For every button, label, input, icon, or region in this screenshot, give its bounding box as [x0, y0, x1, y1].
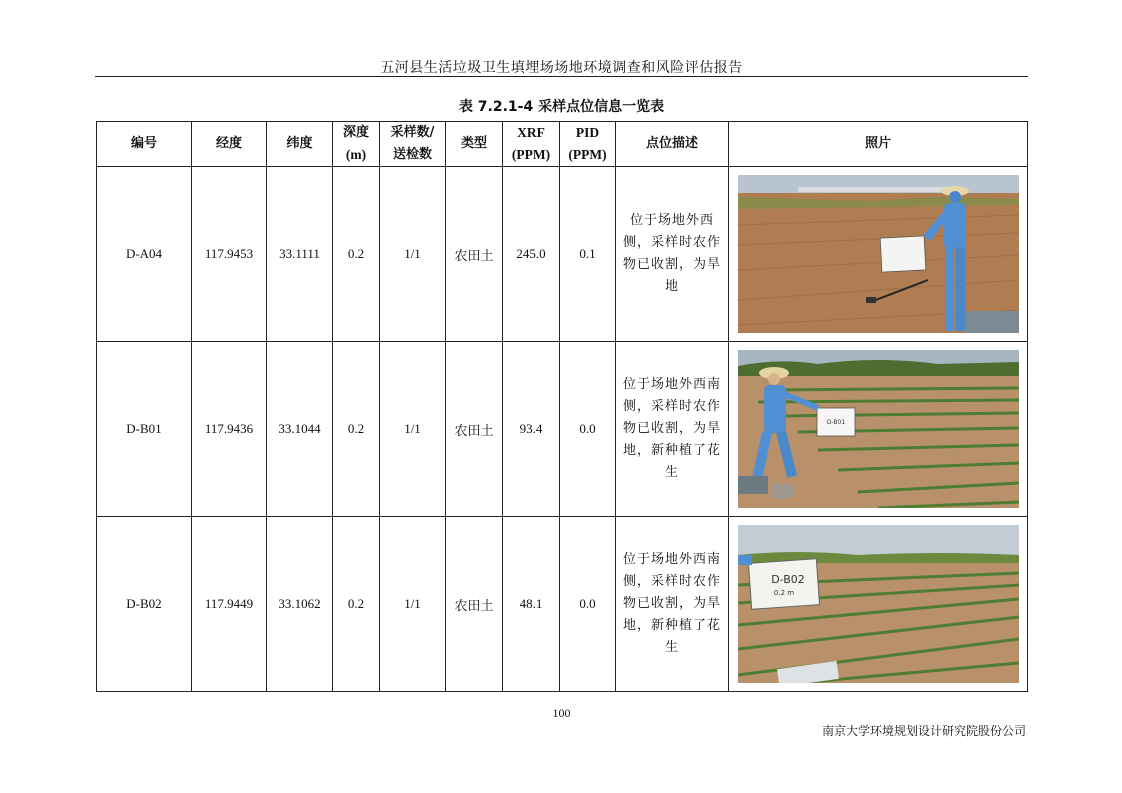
header-depth-line2: (m)	[345, 147, 367, 162]
header-xrf-line2: (PPM)	[511, 147, 551, 162]
site-photo	[738, 525, 1019, 683]
header-pid	[560, 122, 616, 167]
cell-latitude: 33.1044	[267, 342, 333, 517]
description-line: 地	[664, 279, 679, 294]
header-count-line1: 采样数/	[390, 125, 435, 140]
header-id: 编号	[97, 122, 192, 167]
header-sample-count	[380, 122, 446, 167]
header-type: 类型	[446, 122, 503, 167]
cell-description	[616, 167, 729, 342]
cell-photo	[729, 517, 1028, 692]
cell-longitude: 117.9453	[192, 167, 267, 342]
cell-photo	[729, 167, 1028, 342]
cell-photo	[729, 342, 1028, 517]
cell-xrf: 245.0	[503, 167, 560, 342]
cell-description	[616, 342, 729, 517]
cell-pid: 0.0	[560, 342, 616, 517]
description-line: 地，新种植了花	[622, 618, 721, 633]
header-photo: 照片	[729, 122, 1028, 167]
cell-sample-count: 1/1	[380, 517, 446, 692]
description-line: 侧，采样时农作	[622, 399, 721, 414]
cell-id: D-B02	[97, 517, 192, 692]
board-text: D-B02	[770, 573, 805, 586]
document-header-title: 五河县生活垃圾卫生填埋场场地环境调查和风险评估报告	[380, 60, 743, 76]
description-line: 物已收割，为旱	[622, 596, 721, 611]
description-line: 物已收割，为旱	[622, 257, 721, 272]
cell-type: 农田土	[446, 167, 503, 342]
description-line: 生	[664, 465, 679, 480]
page-number: 100	[552, 706, 571, 720]
header-depth	[333, 122, 380, 167]
header-longitude: 经度	[192, 122, 267, 167]
cell-id: D-B01	[97, 342, 192, 517]
sampling-points-table	[96, 121, 1028, 692]
cell-description	[616, 517, 729, 692]
table-caption: 表 7.2.1-4 采样点位信息一览表	[458, 99, 665, 115]
table-row	[97, 517, 1028, 692]
description-line: 位于场地外西南	[622, 552, 721, 567]
cell-longitude: 117.9436	[192, 342, 267, 517]
header-depth-line1: 深度	[342, 125, 369, 140]
description-line: 位于场地外西	[629, 213, 714, 228]
board-text: 0.2 m	[773, 589, 794, 597]
site-photo	[738, 350, 1019, 508]
cell-type: 农田土	[446, 342, 503, 517]
table-row	[97, 342, 1028, 517]
header-xrf-line1: XRF	[517, 125, 545, 140]
cell-pid: 0.0	[560, 517, 616, 692]
cell-latitude: 33.1062	[267, 517, 333, 692]
cell-pid: 0.1	[560, 167, 616, 342]
cell-id: D-A04	[97, 167, 192, 342]
header-pid-line1: PID	[575, 125, 600, 140]
cell-depth: 0.2	[333, 342, 380, 517]
description-line: 位于场地外西南	[622, 377, 721, 392]
description-line: 地，新种植了花	[622, 443, 721, 458]
cell-sample-count: 1/1	[380, 342, 446, 517]
board-text: D-B01	[826, 419, 845, 426]
cell-longitude: 117.9449	[192, 517, 267, 692]
cell-sample-count: 1/1	[380, 167, 446, 342]
cell-type: 农田土	[446, 517, 503, 692]
table-row	[97, 167, 1028, 342]
header-pid-line2: (PPM)	[568, 147, 607, 162]
cell-depth: 0.2	[333, 167, 380, 342]
header-count-line2: 送检数	[392, 147, 432, 162]
description-line: 生	[664, 640, 679, 655]
header-rule	[95, 76, 1028, 77]
cell-xrf: 93.4	[503, 342, 560, 517]
header-xrf	[503, 122, 560, 167]
cell-depth: 0.2	[333, 517, 380, 692]
description-line: 侧，采样时农作	[622, 574, 721, 589]
header-description: 点位描述	[616, 122, 729, 167]
site-photo	[738, 175, 1019, 333]
description-line: 物已收割，为旱	[622, 421, 721, 436]
description-line: 侧，采样时农作	[622, 235, 721, 250]
header-latitude: 纬度	[267, 122, 333, 167]
table-header-row	[97, 122, 1028, 167]
footer-organization: 南京大学环境规划设计研究院股份公司	[821, 724, 1026, 738]
cell-latitude: 33.1111	[267, 167, 333, 342]
cell-xrf: 48.1	[503, 517, 560, 692]
